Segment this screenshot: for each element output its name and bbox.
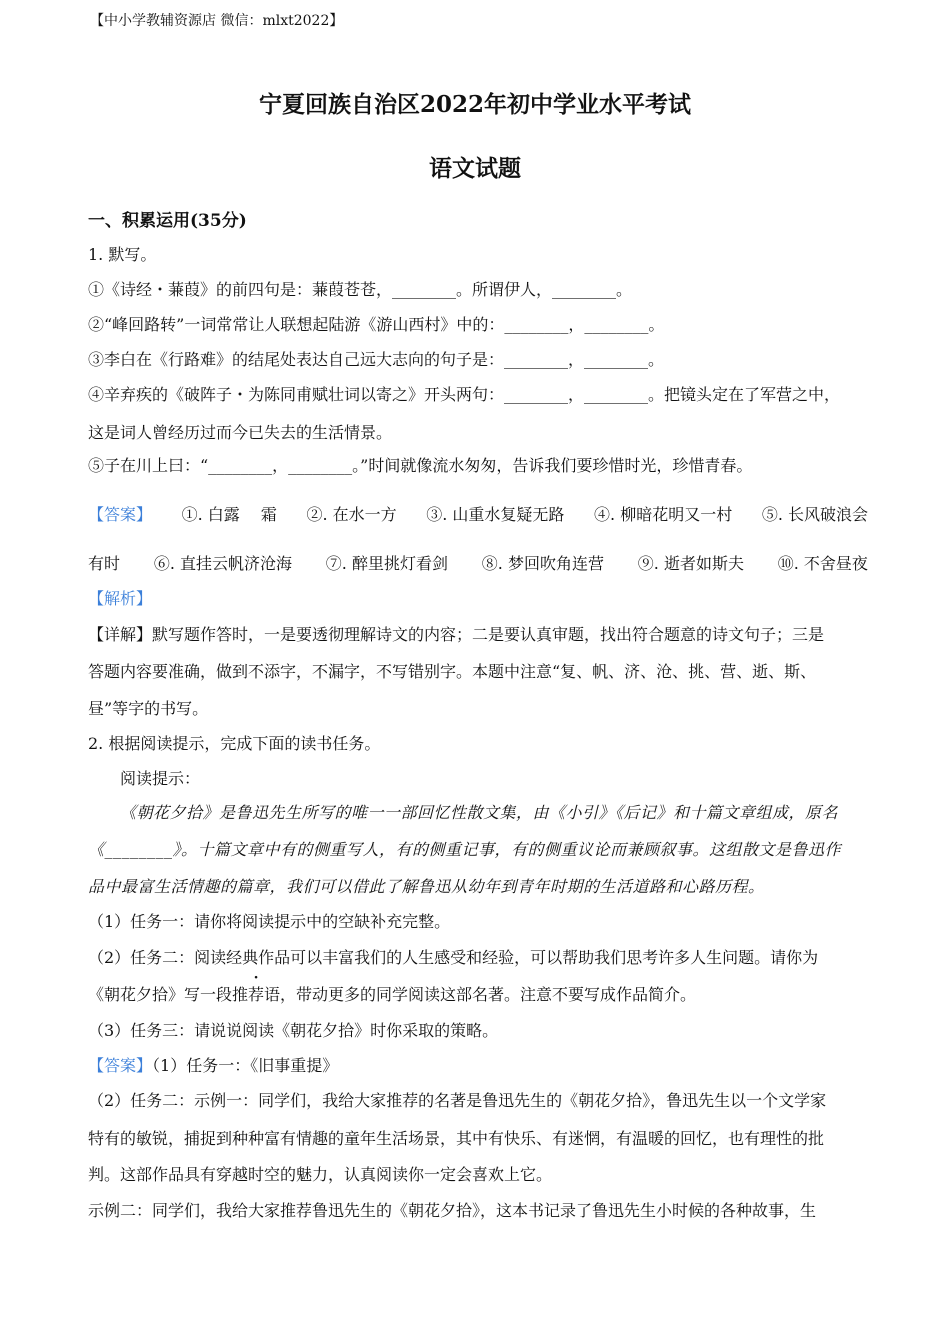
reading-hint-text: 品中最富生活情趣的篇章，我们可以借此了解鲁迅从幼年到青年时期的生活道路和心路历程。 (88, 877, 765, 896)
exam-title: 宁夏回族自治区2022年初中学业水平考试 (258, 91, 691, 118)
answer-label: 【答案】 (88, 505, 153, 524)
answer-item: ⑥. 直挂云帆济沧海 (153, 554, 292, 573)
answer-label: 【答案】 (88, 1056, 153, 1075)
task-2: （2）任务二：阅读经典作品可以丰富我们的人生感受和经验，可以帮助我们思考许多人生问题。请你为 (88, 948, 819, 967)
question-1-item: ③李白在《行路难》的结尾处表达自己远大志向的句子是：________，________。 (88, 350, 665, 369)
section-heading: 一、积累运用(35分) (88, 211, 247, 231)
question-1-item: ①《诗经・蒹葭》的前四句是：蒹葭苍苍，________。所谓伊人，________。 (88, 280, 633, 299)
detail-paragraph (88, 622, 868, 645)
answer-item: 有时 (88, 554, 121, 573)
reading-hint-text: 《朝花夕拾》是鲁迅先生所写的唯一一部回忆性散文集，由《小引》《后记》和十篇文章组成，原名 (120, 803, 839, 822)
question-1-stem: 1. 默写。 (88, 245, 157, 264)
answer-text: （2）任务二：示例一：同学们，我给大家推荐的名著是鲁迅先生的《朝花夕拾》，鲁迅先生以一个文学家 (88, 1091, 827, 1110)
task-2-text: 《朝花夕拾》写一段 (88, 985, 233, 1004)
question-1-item: ⑤子在川上曰：“________，________。”时间就像流水匆匆，告诉我们要珍惜时光，珍惜青春。 (88, 456, 753, 475)
task-3: （3）任务三：请说说阅读《朝花夕拾》时你采取的策略。 (88, 1021, 499, 1040)
answer-item: ②. 在水一方 (306, 505, 397, 524)
task-2-text: ，带动更多的同学阅读这部名著。注意不要写成作品简介。 (280, 985, 697, 1004)
question-1-item: ④辛弃疾的《破阵子・为陈同甫赋壮词以寄之》开头两句：________，________。把镜头定在了军营之中， (88, 385, 841, 404)
exam-subtitle: 语文试题 (429, 155, 521, 182)
answer-text: 特有的敏锐，捕捉到种种富有情趣的童年生活场景，其中有快乐、有迷惘，有温暖的回忆，也有理性的批 (88, 1129, 825, 1148)
source-watermark: 【中小学教辅资源店 微信：mlxt2022】 (90, 13, 344, 29)
detail-label: 【详解】 (88, 625, 153, 644)
answer-text: （1）任务一：《旧事重提》 (152, 1056, 339, 1075)
detail-text: 默写题作答时，一是要透彻理解诗文的内容；二是要认真审题，找出符合题意的诗文句子；三是 (152, 625, 825, 644)
question-1-item: 这是词人曾经历过而今已失去的生活情景。 (88, 423, 393, 442)
answer-item: ⑤. 长风破浪会 (761, 505, 868, 524)
answer-item: ④. 柳暗花明又一村 (594, 505, 733, 524)
answer-text: 判。这部作品具有穿越时空的魅力，认真阅读你一定会喜欢上它。 (88, 1165, 553, 1184)
task-2-continued (88, 982, 868, 1005)
answer-item: ⑦. 醉里挑灯看剑 (325, 554, 448, 573)
question-2-stem: 2. 根据阅读提示，完成下面的读书任务。 (88, 734, 381, 753)
question-1-item: ②“峰回路转”一词常常让人联想起陆游《游山西村》中的：________，________。 (88, 315, 665, 334)
analysis-label: 【解析】 (88, 589, 153, 608)
reading-hint-label: 阅读提示： (120, 769, 201, 788)
emphasis-text: 推荐语 (232, 985, 281, 1004)
answer-row (88, 502, 868, 525)
detail-text: 答题内容要准确，做到不添字，不漏字，不写错别字。本题中注意“复、帆、济、沧、挑、营、逝、斯、 (88, 662, 817, 681)
reading-hint-text: 《________》。十篇文章中有的侧重写人，有的侧重记事，有的侧重议论而兼顾叙事。这组散文是鲁迅作 (88, 840, 842, 859)
answer-row (88, 551, 868, 574)
answer-item: ③. 山重水复疑无路 (426, 505, 565, 524)
answer-item: ⑩. 不舍昼夜 (777, 554, 868, 573)
answer-item: ①. 白露 霜 (181, 505, 277, 524)
task-1: （1）任务一：请你将阅读提示中的空缺补充完整。 (88, 912, 451, 931)
answer-item: ⑨. 逝者如斯夫 (637, 554, 744, 573)
detail-text: 昼”等字的书写。 (88, 699, 209, 718)
answer-paragraph (88, 1053, 868, 1076)
answer-item: ⑧. 梦回吹角连营 (481, 554, 604, 573)
answer-text: 示例二：同学们，我给大家推荐鲁迅先生的《朝花夕拾》，这本书记录了鲁迅先生小时候的各种故事，生 (88, 1201, 817, 1220)
